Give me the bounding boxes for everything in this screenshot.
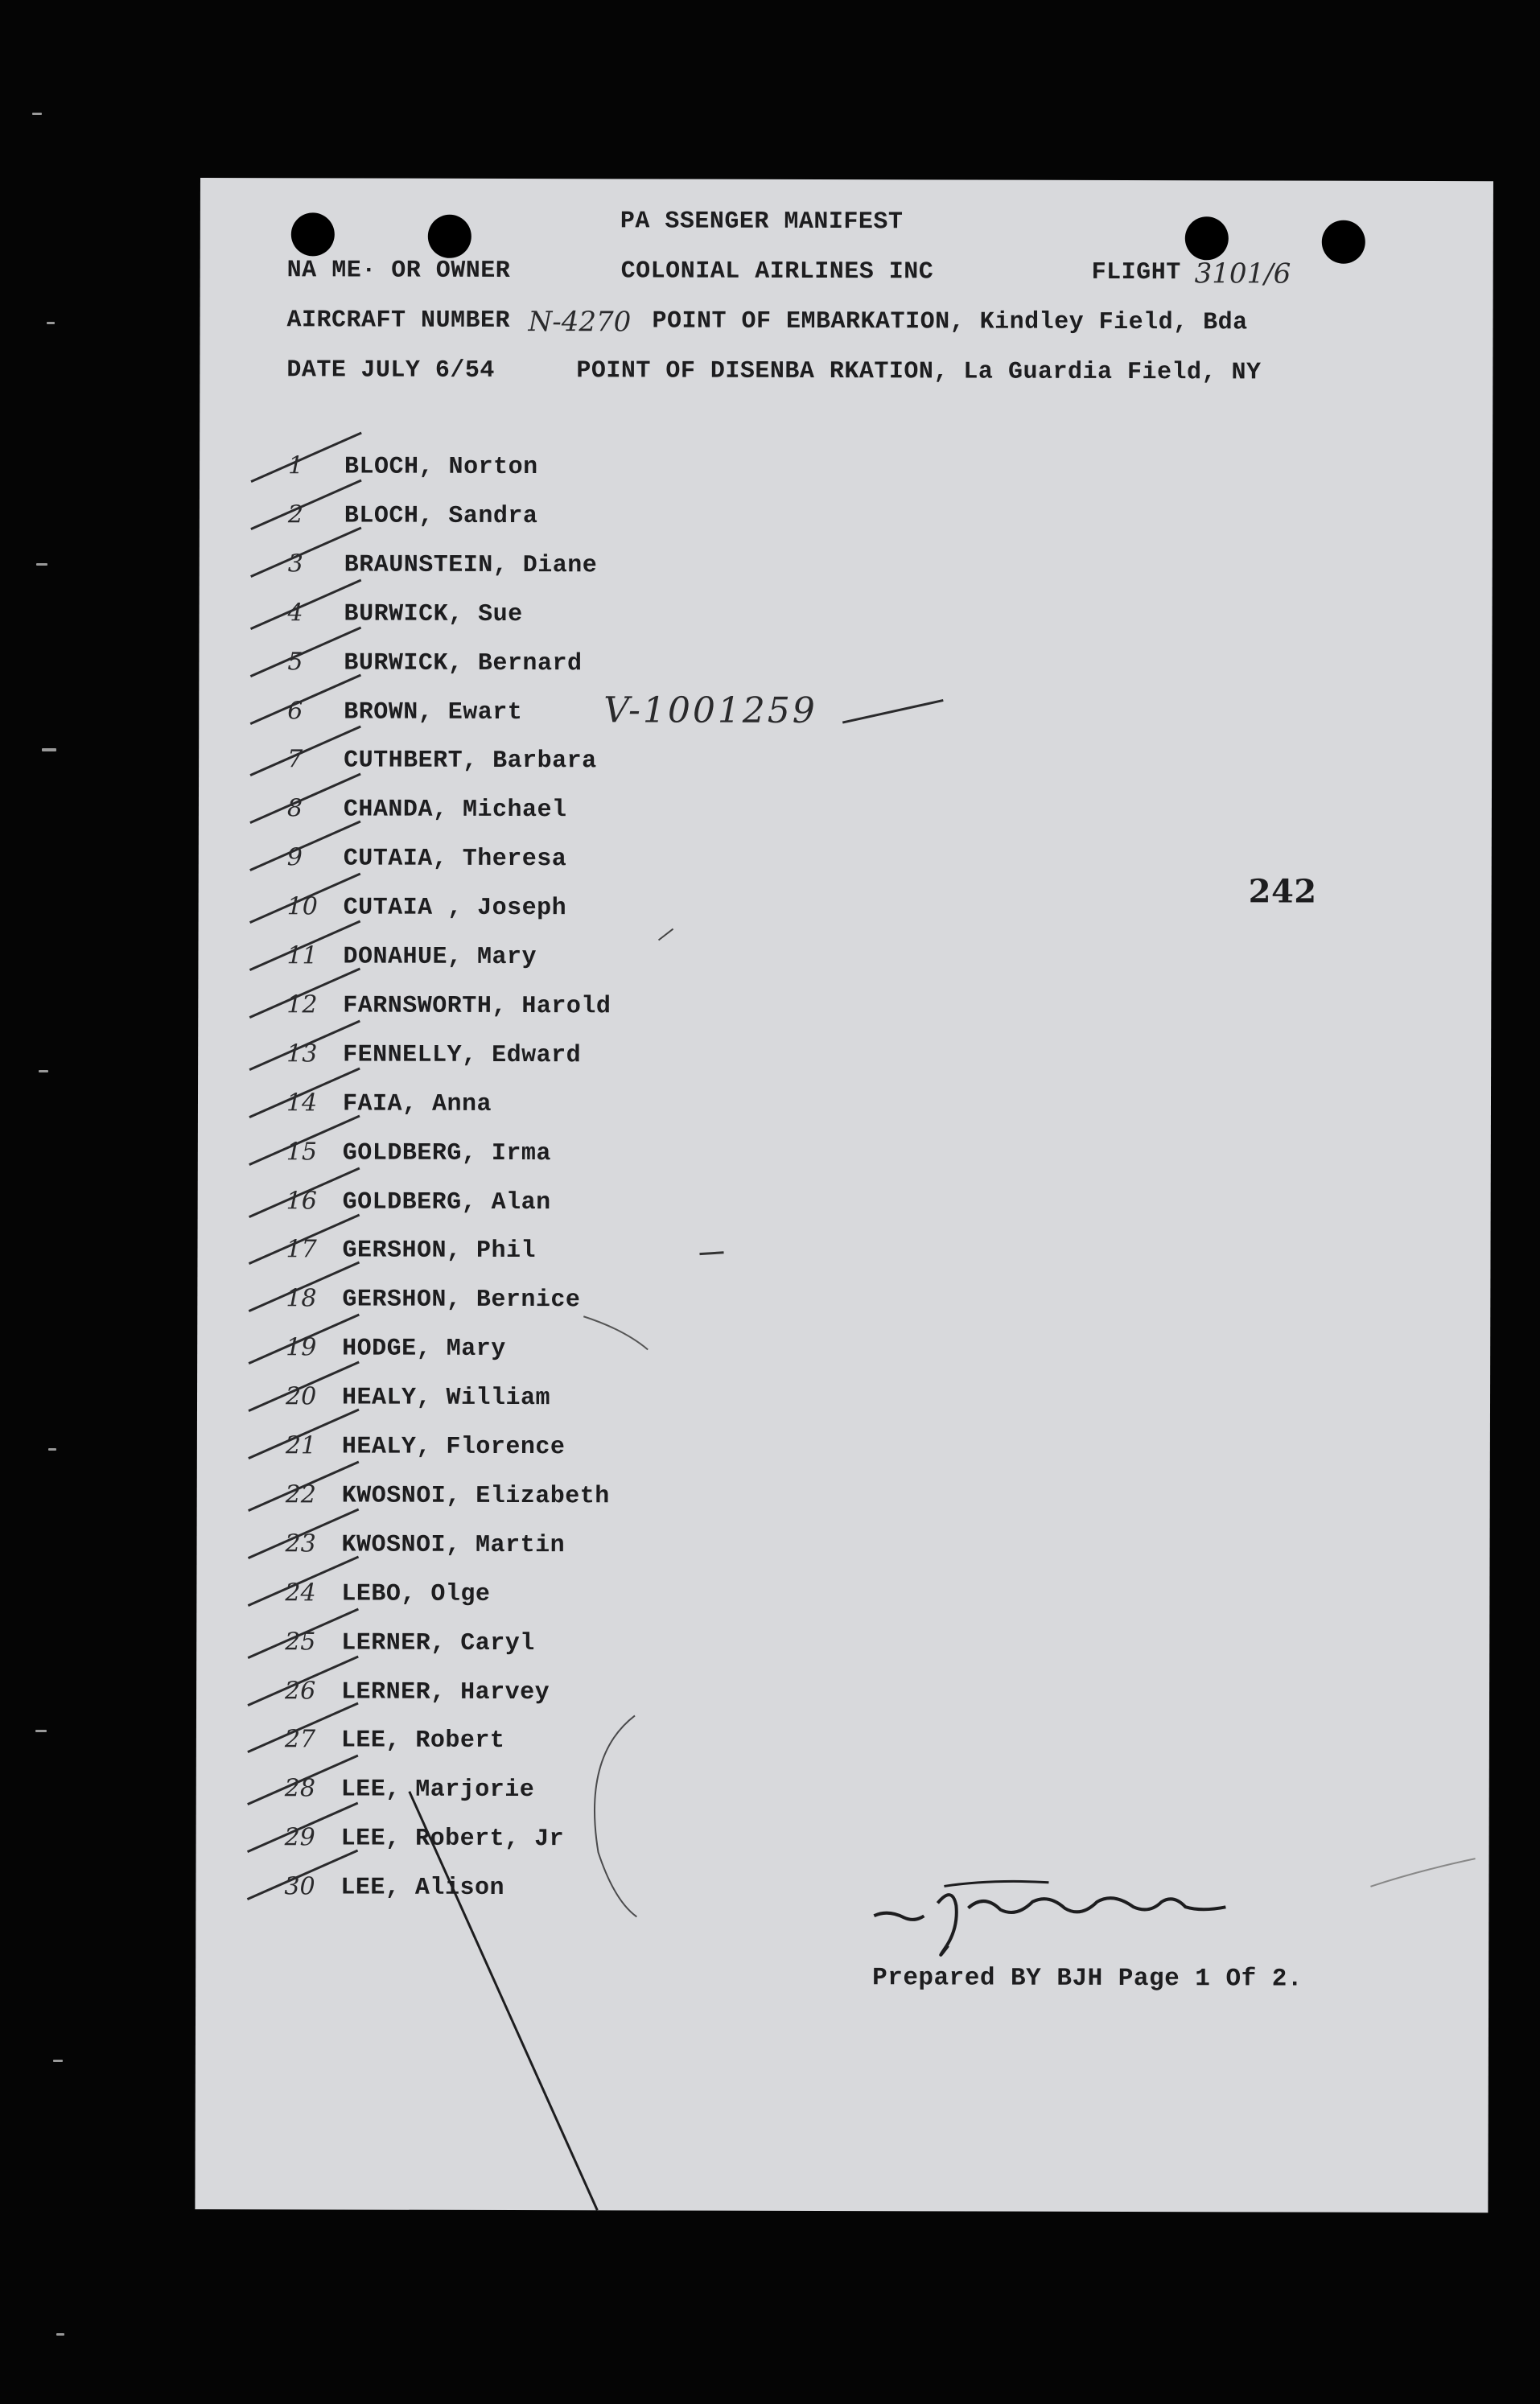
passenger-number: 19	[286, 1333, 317, 1362]
passenger-number: 25	[285, 1628, 316, 1657]
passenger-number: 1	[288, 451, 304, 480]
scan-speck	[56, 2333, 64, 2336]
passenger-name: LEBO, Olge	[341, 1580, 491, 1608]
flight-number: 3101/6	[1194, 257, 1291, 290]
passenger-number: 5	[287, 648, 303, 677]
passenger-number: 24	[285, 1579, 316, 1607]
passenger-name: LERNER, Caryl	[341, 1629, 535, 1658]
passenger-number: 9	[286, 843, 303, 872]
passenger-name: KWOSNOI, Martin	[341, 1531, 566, 1560]
passenger-name: BLOCH, Sandra	[344, 502, 538, 531]
passenger-number: 15	[286, 1138, 318, 1167]
scan-speck	[53, 2060, 63, 2062]
scan-speck	[35, 1730, 47, 1732]
passenger-name: DONAHUE, Mary	[343, 943, 537, 972]
embarkation-point: POINT OF EMBARKATION, Kindley Field, Bda	[652, 307, 1248, 337]
passenger-number: 30	[284, 1872, 315, 1901]
scan-speck	[47, 322, 55, 324]
passenger-name: CUTHBERT, Barbara	[344, 747, 597, 776]
passenger-number: 7	[287, 745, 303, 774]
passenger-number: 22	[285, 1480, 316, 1509]
passenger-name: KWOSNOI, Elizabeth	[341, 1482, 610, 1511]
passenger-name: HODGE, Mary	[342, 1335, 506, 1363]
passenger-name: HEALY, William	[341, 1384, 551, 1413]
date-label: DATE	[286, 356, 347, 385]
passenger-number: 11	[286, 941, 318, 970]
aircraft-label: AIRCRAFT NUMBER	[286, 307, 511, 335]
signature	[195, 178, 1493, 2213]
passenger-number: 17	[286, 1235, 317, 1264]
passenger-number: 27	[284, 1725, 316, 1754]
passenger-name: LEE, Alison	[340, 1874, 505, 1902]
owner-label: NA ME· OR OWNER	[286, 257, 511, 286]
passenger-name: LEE, Marjorie	[340, 1776, 535, 1805]
passenger-number: 28	[284, 1774, 315, 1803]
date-value: JULY 6/54	[360, 356, 495, 385]
passenger-number: 10	[286, 892, 318, 921]
passenger-number: 18	[286, 1284, 317, 1313]
passenger-number: 8	[286, 794, 303, 823]
passenger-name: FENNELLY, Edward	[343, 1041, 582, 1070]
owner-value: COLONIAL AIRLINES INC	[620, 257, 934, 286]
passenger-number: 23	[285, 1529, 316, 1558]
passenger-name: BROWN, Ewart	[344, 698, 523, 727]
passenger-name: BRAUNSTEIN, Diane	[344, 551, 598, 580]
passenger-name: FARNSWORTH, Harold	[343, 992, 611, 1021]
passenger-name: CHANDA, Michael	[343, 796, 567, 825]
passenger-name: GOLDBERG, Alan	[342, 1188, 551, 1217]
passenger-number: 2	[287, 500, 304, 529]
manifest-title: PA SSENGER MANIFEST	[620, 208, 904, 237]
scan-speck	[42, 748, 56, 751]
scan-speck	[36, 563, 47, 566]
passenger-name: GERSHON, Phil	[342, 1237, 537, 1266]
passenger-name: LEE, Robert	[340, 1727, 505, 1755]
passenger-number: 16	[286, 1187, 317, 1216]
visa-note: V-1001259	[603, 690, 817, 732]
passenger-number: 26	[285, 1677, 316, 1706]
passenger-name: CUTAIA, Theresa	[343, 845, 567, 874]
disembarkation-point: POINT OF DISENBA RKATION, La Guardia Field, NY	[576, 357, 1262, 387]
passenger-number: 6	[287, 697, 303, 726]
passenger-name: BURWICK, Sue	[344, 600, 523, 629]
manifest-page	[195, 178, 1493, 2213]
passenger-number: 3	[287, 550, 303, 578]
passenger-name: BLOCH, Norton	[344, 453, 538, 482]
passenger-number: 29	[284, 1823, 315, 1852]
passenger-number: 14	[286, 1089, 318, 1118]
passenger-name: FAIA, Anna	[342, 1090, 492, 1118]
passenger-name: BURWICK, Bernard	[344, 649, 583, 678]
passenger-name: HEALY, Florence	[341, 1433, 566, 1462]
passenger-name: GERSHON, Bernice	[342, 1286, 581, 1315]
passenger-name: CUTAIA , Joseph	[343, 894, 567, 923]
scan-speck	[48, 1448, 56, 1451]
passenger-number: 21	[285, 1431, 317, 1460]
page-number-stamp: 242	[1248, 872, 1317, 911]
prepared-by: Prepared BY BJH Page 1 Of 2.	[872, 1964, 1303, 1994]
passenger-name: GOLDBERG, Irma	[342, 1139, 551, 1168]
passenger-name: LERNER, Harvey	[341, 1678, 550, 1707]
passenger-number: 4	[287, 599, 303, 628]
passenger-number: 12	[286, 990, 318, 1019]
passenger-number: 13	[286, 1039, 318, 1068]
passenger-name: LEE, Robert, Jr	[340, 1825, 565, 1854]
scan-speck	[32, 113, 42, 115]
aircraft-number: N-4270	[528, 306, 632, 339]
flight-label: FLIGHT	[1091, 258, 1181, 287]
passenger-number: 20	[285, 1382, 317, 1411]
scan-speck	[39, 1070, 48, 1072]
